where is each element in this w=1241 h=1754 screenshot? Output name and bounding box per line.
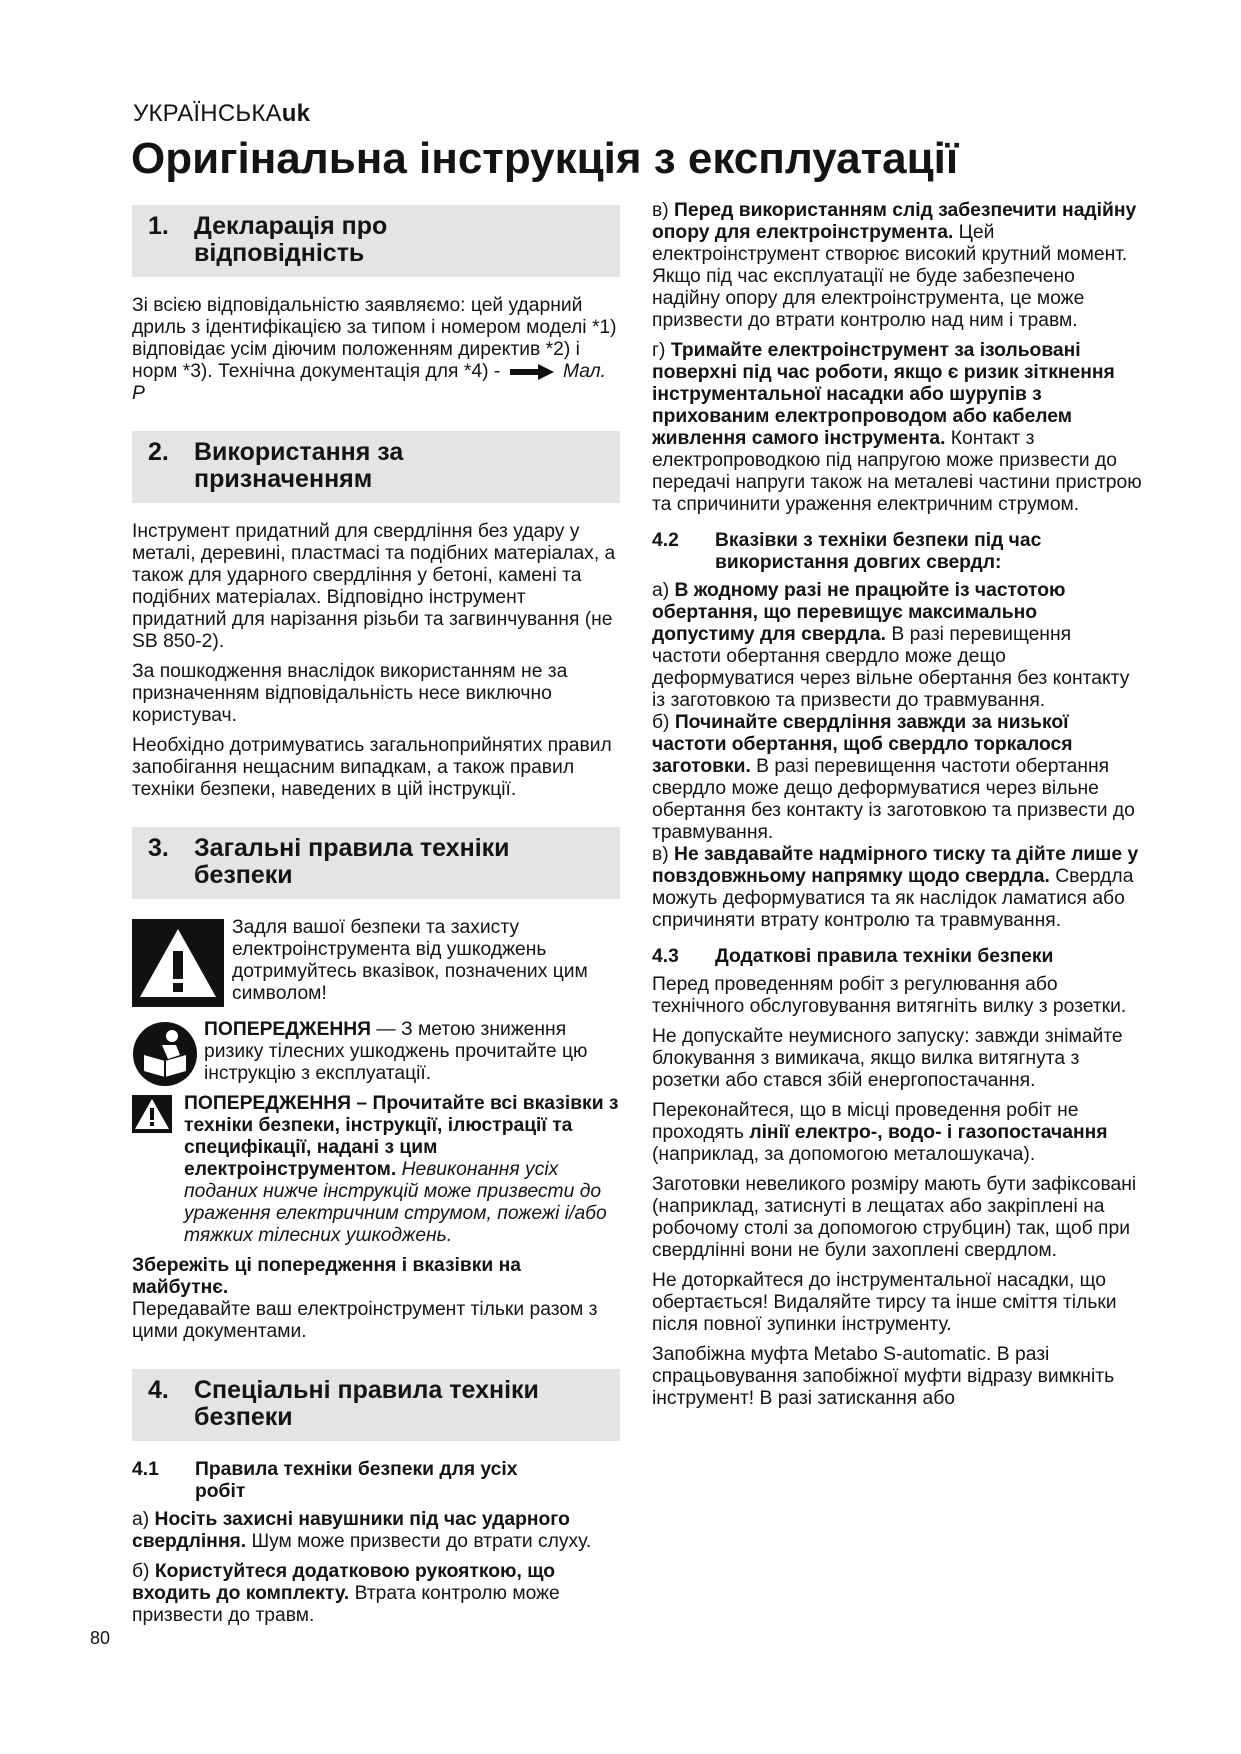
right-column [652, 200, 1145, 1418]
warning-read-all-instructions: ПОПЕРЕДЖЕННЯ – Прочитайте всі вказівки з техніки безпеки, інструкції, ілюстрації та специфікації, надані з цим електроінструментом. Невиконання усіх поданих нижче інструкцій може призвести до ураження електричним струмом, пожежі і/або тяжких тілесних ушкоджень. [132, 1093, 620, 1247]
rule-item: а) Носіть захисні навушники під час ударного свердління. Шум може призвести до втрати слуху. [132, 1509, 592, 1552]
section-1-heading: 1. Декларація про відповідність [132, 205, 620, 277]
safety-paragraph: Не доторкайтеся до інструментальної насадки, що обертається! Видаляйте тирсу та інше сміття тільки після повної зупинки інструменту. [652, 1270, 1117, 1335]
section-2-paragraph: Інструмент придатний для свердління без удару у металі, деревині, пластмасі та подібних матеріалах, а також для ударного свердління у бетоні, камені та подібних матеріалах. Відповідно інструмент придатний для нарізання різьби та загвинчування (не SB 850-2). [132, 521, 616, 652]
subsection-4-1-heading: 4.1 Правила техніки безпеки для усіх робіт [132, 1459, 518, 1502]
section-4-heading: 4. Спеціальні правила техніки безпеки [132, 1369, 620, 1441]
rule-item: в) Не завдавайте надмірного тиску та дійте лише у повздовжньому напрямку щодо свердла. Свердла можуть деформуватися та як наслідок ламатися або спричиняти втрату контролю та травмування. [652, 844, 1139, 931]
section-2-paragraph: За пошкодження внаслідок використанням не за призначенням відповідальність несе виключно користувач. [132, 661, 568, 726]
safety-paragraph: Перед проведенням робіт з регулювання або технічного обслуговування витягніть вилку з розетки. [652, 974, 1127, 1017]
rule-item: б) Користуйтеся додатковою рукояткою, що входить до комплекту. Втрата контролю може призвести до травм. [132, 1561, 560, 1626]
rule-item: а) В жодному разі не працюйте із частотою обертання, що перевищує максимально допустиму для свердла. В разі перевищення частоти обертання свердло може дещо деформуватися через вільне обертання без контакту із заготовкою та призвести до травмування. [652, 580, 1130, 711]
rule-item: г) Тримайте електроінструмент за ізольовані поверхні під час роботи, якщо є ризик зіткнення інструментальної насадки або шурупів з прихованим електропроводом або кабелем живлення самого інструмента. Контакт з електропроводкою під напругою може призвести до передачі напруги також на металеві частини пристрою та спричинити ураження електричним струмом. [652, 340, 1142, 515]
left-column [132, 205, 620, 1635]
safety-paragraph: Запобіжна муфта Metabo S-automatic. В разі спрацьовування запобіжної муфти відразу вимкніть інструмент! В разі затискання або [652, 1344, 1115, 1409]
section-2-heading: 2. Використання за призначенням [132, 431, 620, 503]
keep-instructions-text: Передавайте ваш електроінструмент тільки разом з цими документами. [132, 1299, 598, 1342]
subsection-4-2-heading: 4.2 Вказівки з техніки безпеки під час використання довгих свердл: [652, 530, 1042, 573]
section-3-heading: 3. Загальні правила техніки безпеки [132, 827, 620, 899]
warning-triangle-icon [132, 919, 224, 1007]
safety-paragraph: Переконайтеся, що в місці проведення робіт не проходять лінії електро-, водо- і газопостачання (наприклад, за допомогою металошукача). [652, 1100, 1108, 1165]
rule-item: б) Починайте свердління завжди за низької частоти обертання, щоб свердло торкалося заготовки. В разі перевищення частоти обертання свердло може дещо деформуватися через вільне обертання без контакту із заготовкою та призвести до травмування. [652, 712, 1135, 843]
page-number: 80 [90, 1628, 111, 1648]
read-manual-warning: ПОПЕРЕДЖЕННЯ — З метою зниження ризику тілесних ушкоджень прочитайте цю інструкцію з експлуатації. [132, 1019, 620, 1089]
document-title: Оригінальна інструкція з експлуатації [131, 134, 959, 183]
subsection-4-3-heading: 4.3 Додаткові правила техніки безпеки [652, 946, 1054, 967]
warning-triangle-icon [132, 1095, 172, 1133]
safety-paragraph: Заготовки невеликого розміру мають бути зафіксовані (наприклад, затиснуті в лещатах або закріплені на робочому столі за допомогою струбцин) так, щоб при свердлінні вони не були захоплені свердлом. [652, 1174, 1137, 1261]
arrow-right-icon [510, 364, 554, 380]
read-manual-icon [132, 1021, 198, 1087]
keep-instructions: Збережіть ці попередження і вказівки на майбутнє. [132, 1255, 521, 1298]
rule-item: в) Перед використанням слід забезпечити надійну опору для електроінструмента. Цей електроінструмент створює високий крутний момент. Якщо під час експлуатації не буде забезпечено надійну опору для електроінструмента, це може призвести до втрати контролю над ним і травм. [652, 200, 1137, 331]
safety-paragraph: Не допускайте неумисного запуску: завжди знімайте блокування з вимикача, якщо вилка витягнута з розетки або стався збій енергопостачання. [652, 1026, 1123, 1091]
section-2-paragraph: Необхідно дотримуватись загальноприйнятих правил запобігання нещасним випадкам, а також правил техніки безпеки, наведених в цій інструкції. [132, 735, 612, 800]
section-1-text: Зі всією відповідальністю заявляємо: цей ударний дриль з ідентифікацією за типом і номером моделі *1) відповідає усім діючим положенням директив *2) і норм *3). Технічна документація для *4) - Мал. P [132, 295, 617, 404]
header-language: УКРАЇНСЬКАuk [133, 100, 311, 127]
safety-warning-note: Задля вашої безпеки та захисту електроінструмента від ушкоджень дотримуйтесь вказівок, позначених цим символом! [132, 917, 620, 1009]
